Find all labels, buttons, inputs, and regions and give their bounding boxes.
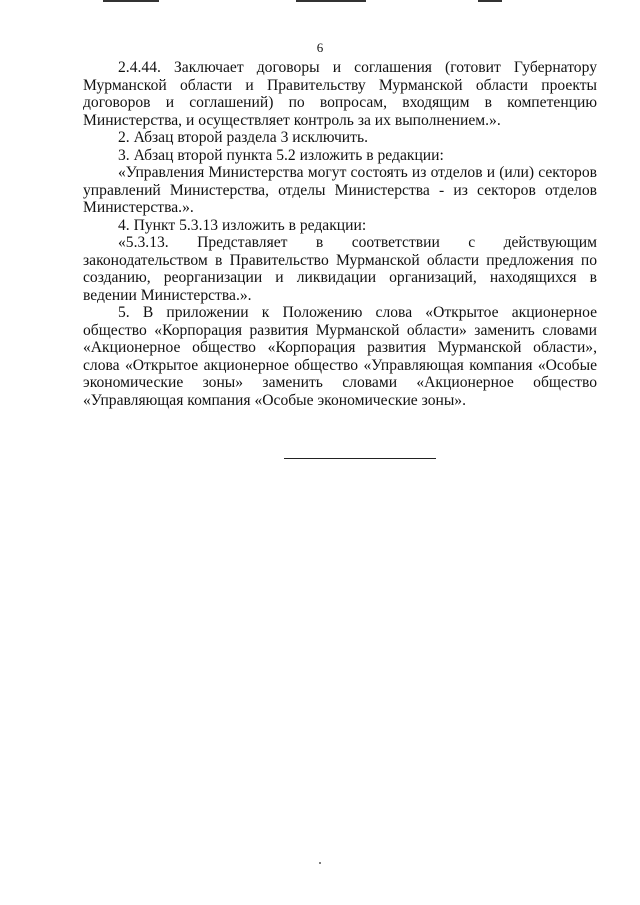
paragraph-item-5: 5. В приложении к Положению слова «Открытое акционерное общество «Корпорация развития Мурманской области» заменить словами «Акционерное общество «Корпорация развития Мурманской области», слова «Открытое акционерное общество «Управляющая компания «Особые экономические зоны» заменить словами «Акционерное общество «Управляющая компания «Особые экономические зоны».	[83, 304, 597, 409]
top-rule-left	[103, 0, 159, 2]
paragraph-quote-5-2: «Управления Министерства могут состоять из отделов и (или) секторов управлений Министерства, отделы Министерства - из секторов отделов Министерства.».	[83, 164, 597, 216]
paragraph-quote-5-3-13: «5.3.13. Представляет в соответствии с действующим законодательством в Правительство Мурманской области предложения по созданию, реорганизации и ликвидации организаций, находящихся в ведении Министерства.».	[83, 234, 597, 304]
paragraph-item-2: 2. Абзац второй раздела 3 исключить.	[118, 129, 368, 146]
paragraph-item-3: 3. Абзац второй пункта 5.2 изложить в редакции:	[118, 146, 444, 164]
paragraph-item-4: 4. Пункт 5.3.13 изложить в редакции:	[118, 216, 367, 234]
document-body	[83, 59, 597, 409]
top-rule-center	[296, 0, 366, 2]
paragraph-2-4-44: 2.4.44. Заключает договоры и соглашения (готовит Губернатору Мурманской области и Правительству Мурманской области проекты договоров и соглашений) по вопросам, входящим в компетенцию Министерства, и осуществляет контроль за их выполнением.».	[83, 59, 597, 129]
page-number: 6	[316, 40, 324, 55]
closing-rule	[284, 458, 436, 459]
scan-speck	[319, 862, 321, 864]
top-rule-right	[478, 0, 502, 2]
